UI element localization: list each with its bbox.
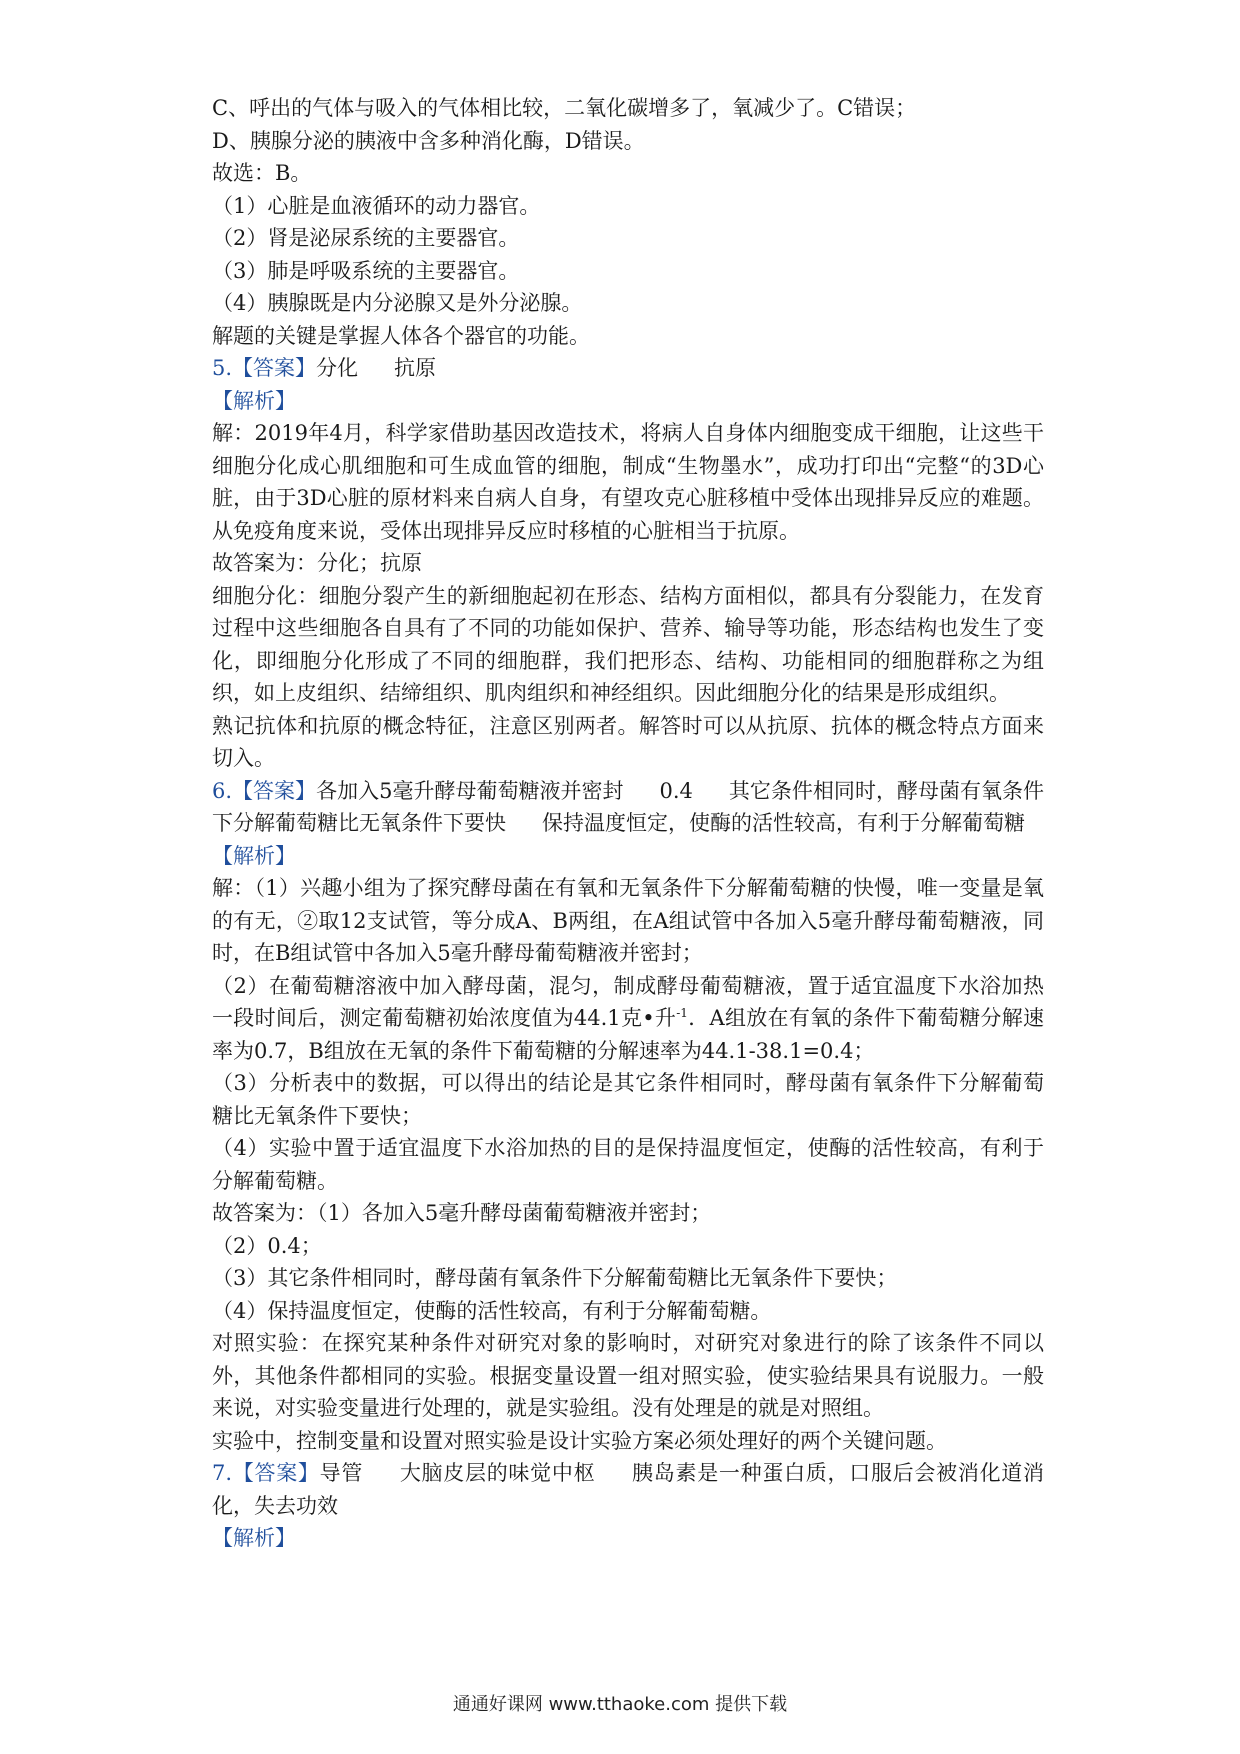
q6-answer-d: 保持温度恒定，使酶的活性较高，有利于分解葡萄糖 bbox=[542, 811, 1025, 835]
text-line: D、胰腺分泌的胰液中含多种消化酶，D错误。 bbox=[212, 128, 645, 153]
q6-paragraph: （2）0.4； bbox=[212, 1233, 322, 1258]
q5-analysis-label: 【解析】 bbox=[212, 388, 296, 413]
page-footer: 通通好课网 www.tthaoke.com 提供下载 bbox=[452, 1694, 788, 1715]
q5-answer-label: 5.【答案】 bbox=[212, 356, 317, 380]
text-line: 解题的关键是掌握人体各个器官的功能。 bbox=[212, 323, 590, 348]
text-line: （1）心脏是血液循环的动力器官。 bbox=[212, 193, 541, 218]
q7-answer-b: 大脑皮层的味觉中枢 bbox=[399, 1461, 596, 1485]
q5-paragraph: 故答案为：分化；抗原 bbox=[212, 551, 422, 575]
text-line: （4）胰腺既是内分泌腺又是外分泌腺。 bbox=[212, 291, 583, 315]
text-line: 故选：B。 bbox=[212, 161, 312, 185]
q7-answer-label: 7.【答案】 bbox=[212, 1461, 320, 1485]
superscript: -1 bbox=[676, 1006, 688, 1020]
q5-paragraph: 熟记抗体和抗原的概念特征，注意区别两者。解答时可以从抗原、抗体的概念特点方面来切入。 bbox=[212, 713, 1044, 770]
text-line: C、呼出的气体与吸入的气体相比较，二氧化碳增多了，氧减少了。C错误； bbox=[212, 96, 917, 120]
q6-paragraph: 实验中，控制变量和设置对照实验是设计实验方案必须处理好的两个关键问题。 bbox=[212, 1428, 947, 1453]
q5-answer-b: 抗原 bbox=[394, 356, 437, 380]
q5-paragraph: 细胞分化：细胞分裂产生的新细胞起初在形态、结构方面相似，都具有分裂能力，在发育过程中这些细胞各自具有了不同的功能如保护、营养、输导等功能，形态结构也发生了变化，即细胞分化形成了不同的细胞群，我们把形态、结构、功能相同的细胞群称之为组织，如上皮组织、结缔组织、肌肉组织和神经组织。因此细胞分化的结果是形成组织。 bbox=[212, 583, 1044, 705]
q6-paragraph: 对照实验：在探究某种条件对研究对象的影响时，对研究对象进行的除了该条件不同以外，其他条件都相同的实验。根据变量设置一组对照实验，使实验结果具有说服力。一般来说，对实验变量进行处理的，就是实验组。没有处理是的就是对照组。 bbox=[212, 1331, 1044, 1420]
q6-paragraph: （4）实验中置于适宜温度下水浴加热的目的是保持温度恒定，使酶的活性较高，有利于分解葡萄糖。 bbox=[212, 1136, 1044, 1193]
q6-answer bbox=[212, 775, 1044, 840]
q7-answer bbox=[212, 1457, 1044, 1522]
q6-paragraph bbox=[212, 970, 1044, 1068]
q5-paragraph: 解：2019年4月，科学家借助基因改造技术，将病人自身体内细胞变成干细胞，让这些干细胞分化成心肌细胞和可生成血管的细胞，制成“生物墨水”，成功打印出“完整“的3D心脏，由于3D心脏的原材料来自病人自身，有望攻克心脏移植中受体出现排异反应的难题。从免疫角度来说，受体出现排异反应时移植的心脏相当于抗原。 bbox=[212, 421, 1044, 543]
q6-paragraph-part: ．A组放在有氧的条件下葡萄糖分解速率为0.7，B组放在无氧的条件下葡萄糖的分解速率为44.1-38.1=0.4； bbox=[212, 1006, 1044, 1063]
text-line: （2）肾是泌尿系统的主要器官。 bbox=[212, 226, 520, 250]
q5-answer bbox=[212, 352, 1044, 385]
q6-answer-c: 其它条件相同时，酵母菌有氧条件下分解葡萄糖比无氧条件下要快 bbox=[212, 778, 1044, 835]
q6-answer-label: 6.【答案】 bbox=[212, 778, 317, 803]
q6-answer-b: 0.4 bbox=[659, 778, 693, 803]
q7-analysis-label: 【解析】 bbox=[212, 1526, 296, 1550]
q6-paragraph-part: （2）在葡萄糖溶液中加入酵母菌，混匀，制成酵母葡萄糖液，置于适宜温度下水浴加热一段时间后，测定葡萄糖初始浓度值为44.1克•升 bbox=[212, 973, 1044, 1030]
q7-answer-a: 导管 bbox=[319, 1461, 364, 1485]
q6-paragraph: （3）其它条件相同时，酵母菌有氧条件下分解葡萄糖比无氧条件下要快； bbox=[212, 1266, 898, 1290]
q6-paragraph: 故答案为：（1）各加入5毫升酵母菌葡萄糖液并密封； bbox=[212, 1201, 712, 1225]
q6-paragraph: （3）分析表中的数据，可以得出的结论是其它条件相同时，酵母菌有氧条件下分解葡萄糖比无氧条件下要快； bbox=[212, 1071, 1044, 1128]
q5-answer-a: 分化 bbox=[316, 356, 359, 380]
q6-answer-a: 各加入5毫升酵母葡萄糖液并密封 bbox=[316, 778, 624, 803]
q7-answer-c: 胰岛素是一种蛋白质，口服后会被消化道消化，失去功效 bbox=[212, 1461, 1045, 1518]
q6-paragraph: 解：（1）兴趣小组为了探究酵母菌在有氧和无氧条件下分解葡萄糖的快慢，唯一变量是氧的有无，②取12支试管，等分成A、B两组，在A组试管中各加入5毫升酵母葡萄糖液，同时，在B组试管中各加入5毫升酵母葡萄糖液并密封； bbox=[212, 876, 1044, 965]
document-body bbox=[212, 92, 1044, 1555]
text-line: （3）肺是呼吸系统的主要器官。 bbox=[212, 258, 520, 283]
q6-paragraph: （4）保持温度恒定，使酶的活性较高，有利于分解葡萄糖。 bbox=[212, 1298, 772, 1323]
q6-analysis-label: 【解析】 bbox=[212, 843, 296, 868]
